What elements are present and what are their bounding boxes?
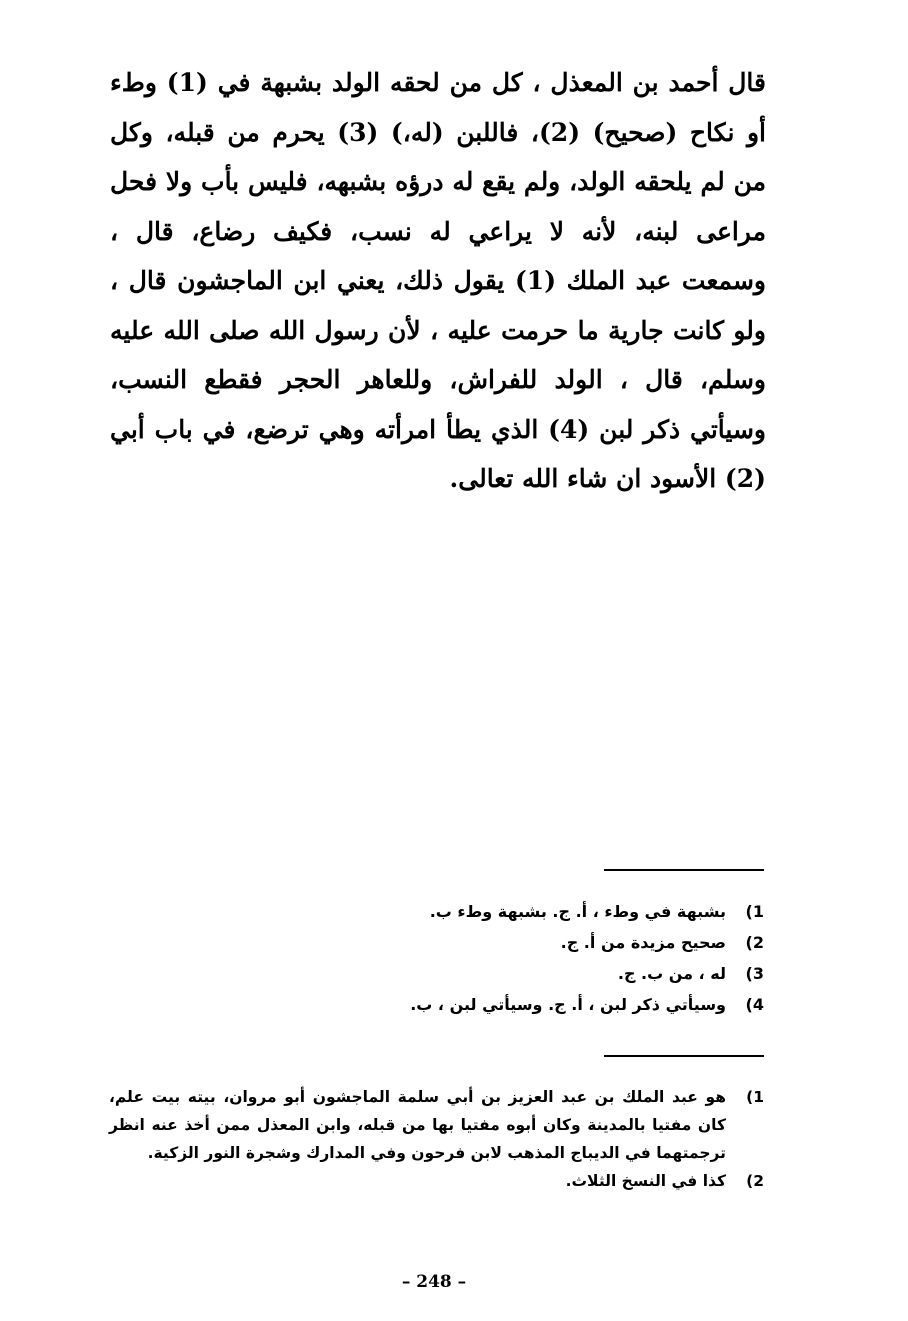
- footnote-number: (1: [746, 1088, 764, 1106]
- footnote-separator-notes: [604, 1055, 764, 1057]
- footnote-item: [204, 989, 764, 1020]
- footnote-number: (1: [745, 902, 764, 921]
- main-text-block: [110, 58, 766, 504]
- footnote-text: هو عبد الملك بن عبد العزيز بن أبي سلمة الماجشون أبو مروان، بيته بيت علم، كان مفتيا بالمدينة وكان أبوه مفتيا بها من قبله، وابن المعذل ممن أخذ عنه انظر ترجمتهما في الديباج المذهب لابن فرحون وفي المدارك وشجرة النور الزكية.: [109, 1088, 726, 1162]
- footnote-text: صحيح مزيدة من أ. ج.: [560, 933, 726, 952]
- variant-footnotes: [204, 896, 764, 1020]
- explanatory-footnotes: [109, 1083, 764, 1195]
- footnote-number: (2: [746, 1172, 764, 1190]
- footnote-text: بشبهة في وطء ، أ. ج. بشبهة وطء ب.: [429, 902, 726, 921]
- main-paragraph: قال أحمد بن المعذل ، كل من لحقه الولد بشبهة في (1) وطء أو نكاح (صحيح) (2)، فاللبن (له،) (3) يحرم من قبله، وكل من لم يلحقه الولد، ولم يقع له درؤه بشبهه، فليس بأب ولا فحل مراعى لبنه، لأنه لا يراعي له نسب، فكيف رضاع، قال ، وسمعت عبد الملك (1) يقول ذلك، يعني ابن الماجشون قال ، ولو كانت جارية ما حرمت عليه ، لأن رسول الله صلى الله عليه وسلم، قال ، الولد للفراش، وللعاهر الحجر فقطع النسب، وسيأتي ذكر لبن (4) الذي يطأ امرأته وهي ترضع، في باب أبي (2) الأسود ان شاء الله تعالى.: [110, 68, 767, 493]
- footnote-item: [204, 958, 764, 989]
- footnote-item: [204, 927, 764, 958]
- footnote-separator-variants: [604, 869, 764, 871]
- footnote-item: [109, 1167, 764, 1195]
- footnote-text: له ، من ب. ج.: [617, 964, 726, 983]
- footnote-number: (4: [745, 995, 764, 1014]
- footnote-item: [109, 1083, 764, 1167]
- footnote-text: كذا في النسخ الثلاث.: [565, 1172, 726, 1190]
- footnote-number: (2: [745, 933, 764, 952]
- footnote-text: وسيأتي ذكر لبن ، أ. ج. وسيأتي لبن ، ب.: [410, 995, 726, 1014]
- footnote-number: (3: [745, 964, 764, 983]
- footnote-item: [204, 896, 764, 927]
- page-number: – 248 –: [401, 1272, 467, 1292]
